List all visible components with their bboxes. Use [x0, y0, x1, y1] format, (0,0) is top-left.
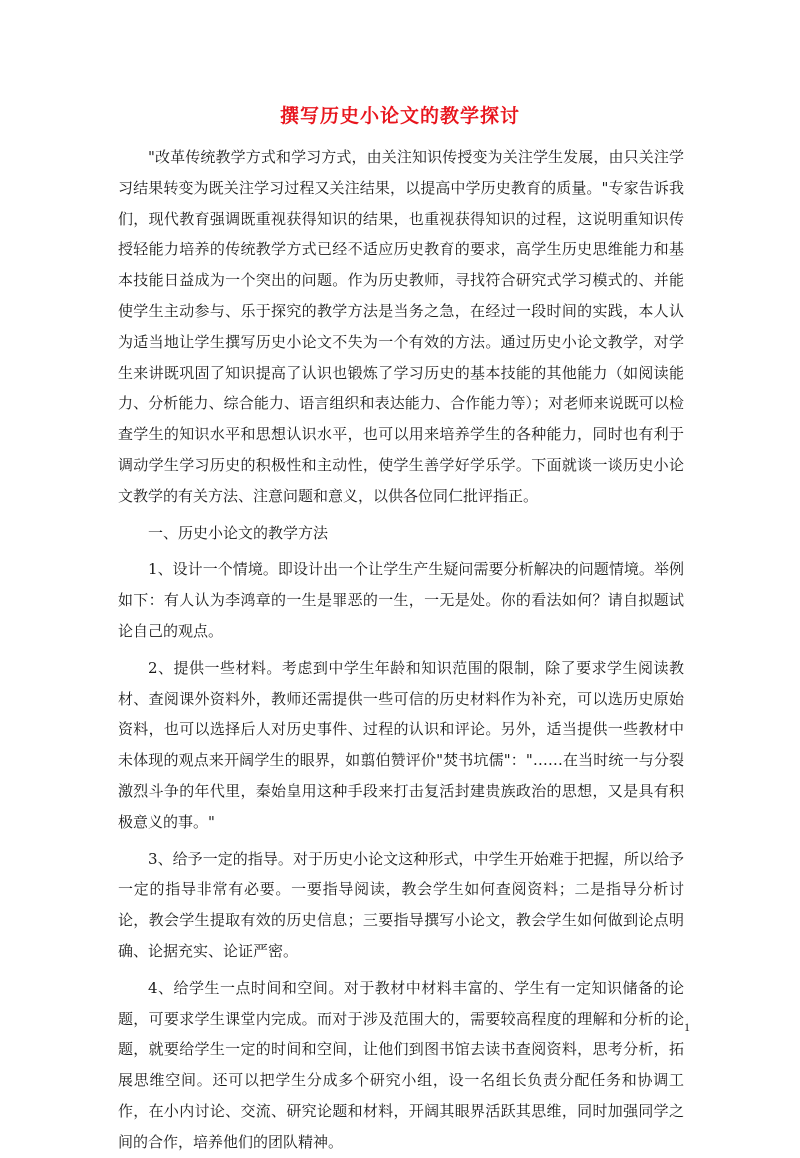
section-heading: 一、历史小论文的教学方法	[148, 523, 329, 542]
document-title: 撰写历史小论文的教学探讨	[279, 105, 520, 127]
body-paragraph: 2、提供一些材料。考虑到中学生年龄和知识范围的限制，除了要求学生阅读教材、查阅课外资料外，教师还需提供一些可信的历史材料作为补充，可以选历史原始资料，也可以选择后人对历史事件、过程的认识和评论。另外，适当提供一些教材中未体现的观点来开阔学生的眼界，如翦伯赞评价"焚书坑儒"："……在当时统一与分裂激烈斗争的年代里，秦始皇用这种手段来打击复活封建贵族政治的思想，又是具有积极意义的事。"	[118, 658, 684, 831]
document-body	[118, 142, 684, 1158]
body-paragraph: 3、给予一定的指导。对于历史小论文这种形式，中学生开始难于把握，所以给予一定的指导非常有必要。一要指导阅读，教会学生如何查阅资料；二是指导分析讨论，教会学生提取有效的历史信息；三要指导撰写小论文，教会学生如何做到论点明确、论据充实、论证严密。	[118, 849, 684, 960]
body-paragraph: 4、给学生一点时间和空间。对于教材中材料丰富的、学生有一定知识储备的论题，可要求学生课堂内完成。而对于涉及范围大的，需要较高程度的理解和分析的论题，就要给学生一定的时间和空间，让他们到图书馆去读书查阅资料，思考分析，拓展思维空间。还可以把学生分成多个研究小组，设一名组长负责分配任务和协调工作，在小内讨论、交流、研究论题和材料，开阔其眼界活跃其思维，同时加强同学之间的合作，培养他们的团队精神。	[118, 978, 684, 1151]
page-number: 1	[684, 1020, 690, 1034]
body-paragraph: 1、设计一个情境。即设计出一个让学生产生疑问需要分析解决的问题情境。举例如下：有人认为李鸿章的一生是罪恶的一生，一无是处。你的看法如何？请自拟题试论自己的观点。	[118, 560, 684, 640]
intro-paragraph: "改革传统教学方式和学习方式，由关注知识传授变为关注学生发展，由只关注学习结果转变为既关注学习过程又关注结果，以提高中学历史教育的质量。"专家告诉我们，现代教育强调既重视获得知识的结果，也重视获得知识的过程，这说明重知识传授轻能力培养的传统教学方式已经不适应历史教育的要求，高学生历史思维能力和基本技能日益成为一个突出的问题。作为历史教师，寻找符合研究式学习模式的、并能使学生主动参与、乐于探究的教学方法是当务之急，在经过一段时间的实践，本人认为适当地让学生撰写历史小论文不失为一个有效的方法。通过历史小论文教学，对学生来讲既巩固了知识提高了认识也锻炼了学习历史的基本技能的其他能力（如阅读能力、分析能力、综合能力、语言组织和表达能力、合作能力等）；对老师来说既可以检查学生的知识水平和思想认识水平，也可以用来培养学生的各种能力，同时也有利于调动学生学习历史的积极性和主动性，使学生善学好学乐学。下面就谈一谈历史小论文教学的有关方法、注意问题和意义，以供各位同仁批评指正。	[118, 148, 684, 505]
